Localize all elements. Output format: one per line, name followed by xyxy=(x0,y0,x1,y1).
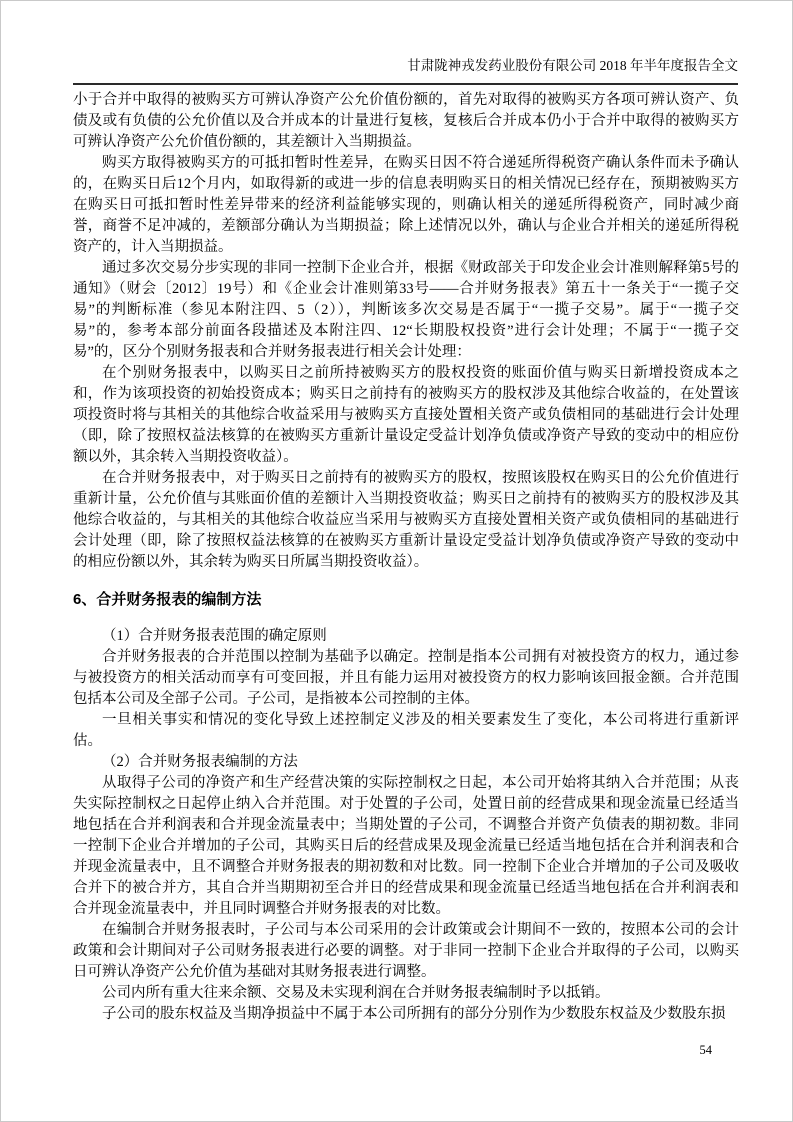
paragraph-consolidation-scope-timing: 从取得子公司的净资产和生产经营决策的实际控制权之日起，本公司开始将其纳入合并范围；从丧失实际控制权之日起停止纳入合并范围。对于处置的子公司，处置日前的经营成果和现金流量已经适当地包括在合并利润表和合并现金流量表中；当期处置的子公司，不调整合并资产负债表的期初数。非同一控制下企业合并增加的子公司，其购买日后的经营成果及现金流量已经适当地包括在合并利润表和合并现金流量表中，且不调整合并财务报表的期初数和对比数。同一控制下企业合并增加的子公司及吸收合并下的被合并方，其自合并当期期初至合并日的经营成果和现金流量已经适当地包括在合并利润表和合并现金流量表中，并且同时调整合并财务报表的对比数。 xyxy=(73,775,739,917)
page-header xyxy=(73,57,738,85)
paragraph-policy-alignment: 在编制合并财务报表时，子公司与本公司采用的会计政策或会计期间不一致的，按照本公司的会计政策和会计期间对子公司财务报表进行必要的调整。对于非同一控制下企业合并取得的子公司，以购买日可辨认净资产公允价值为基础对其财务报表进行调整。 xyxy=(73,922,739,980)
section-heading-consolidation-method: 6、合并财务报表的编制方法 xyxy=(73,591,262,608)
paragraph-scope-control-basis: 合并财务报表的合并范围以控制为基础予以确定。控制是指本公司拥有对被投资方的权力，通过参与被投资方的相关活动而享有可变回报，并且有能力运用对被投资方的权力影响该回报金额。合并范围包括本公司及全部子公司。子公司，是指被本公司控制的主体。 xyxy=(73,649,739,707)
paragraph-intercompany-elimination: 公司内所有重大往来余额、交易及未实现利润在合并财务报表编制时予以抵销。 xyxy=(102,985,610,1001)
paragraph-consolidated-statements: 在合并财务报表中，对于购买日之前持有的被购买方的股权，按照该股权在购买日的公允价值进行重新计量，公允价值与其账面价值的差额计入当期投资收益；购买日之前持有的被购买方的股权涉及其他综合收益的，与其相关的其他综合收益应当采用与被购买方直接处置相关资产或负债相同的基础进行会计处理（即，除了按照权益法核算的在被购买方重新计量设定受益计划净负债或净资产导致的变动中的相应份额以外，其余转为购买日所属当期投资收益）。 xyxy=(73,470,739,570)
paragraph-separate-statements: 在个别财务报表中，以购买日之前所持被购买方的股权投资的账面价值与购买日新增投资成本之和，作为该项投资的初始投资成本；购买日之前持有的被购买方的股权涉及其他综合收益的，在处置该项投资时将与其相关的其他综合收益采用与被购买方直接处置相关资产或负债相同的基础进行会计处理（即，除了按照权益法核算的在被购买方重新计量设定受益计划净负债或净资产导致的变动中的相应份额以外，其余转入当期投资收益）。 xyxy=(73,365,739,465)
paragraph-subheading-scope-principle: （1）合并财务报表范围的确定原则 xyxy=(102,628,327,644)
paragraph-deductible-temporary-difference: 购买方取得被购买方的可抵扣暂时性差异，在购买日因不符合递延所得税资产确认条件而未予确认的，在购买日后12个月内，如取得新的或进一步的信息表明购买日的相关情况已经存在，预期被购买方在购买日可抵扣暂时性差异带来的经济利益能够实现的，则确认相关的递延所得税资产，同时减少商誉，商誉不足冲减的，差额部分确认为当期损益；除上述情况以外，确认与企业合并相关的递延所得税资产的，计入当期损益。 xyxy=(73,155,739,255)
report-header-title: 甘肃陇神戎发药业股份有限公司 2018 年半年度报告全文 xyxy=(407,58,738,73)
paragraph-merger-cost-review: 小于合并中取得的被购买方可辨认净资产公允价值份额的，首先对取得的被购买方各项可辨认资产、负债及或有负债的公允价值以及合并成本的计量进行复核，复核后合并成本仍小于合并中取得的被购买方可辨认净资产公允价值份额的，其差额计入当期损益。 xyxy=(73,92,739,150)
document-body xyxy=(73,90,739,1025)
page-footer xyxy=(700,1042,713,1058)
paragraph-reassessment: 一旦相关事实和情况的变化导致上述控制定义涉及的相关要素发生了变化，本公司将进行重新评估。 xyxy=(73,712,739,749)
page-number: 54 xyxy=(699,1043,712,1057)
content-blocks xyxy=(73,90,739,1025)
paragraph-minority-interest: 子公司的股东权益及当期净损益中不属于本公司所拥有的部分分别作为少数股东权益及少数股东损 xyxy=(102,1006,726,1022)
paragraph-step-acquisition: 通过多次交易分步实现的非同一控制下企业合并，根据《财政部关于印发企业会计准则解释第5号的通知》（财会〔2012〕19号）和《企业会计准则第33号——合并财务报表》第五十一条关于“一揽子交易”的判断标准（参见本附注四、5（2）），判断该多次交易是否属于“一揽子交易”。属于“一揽子交易”的，参考本部分前面各段描述及本附注四、12“长期股权投资”进行会计处理；不属于“一揽子交易”的，区分个别财务报表和合并财务报表进行相关会计处理： xyxy=(73,260,739,360)
paragraph-subheading-preparation-method: （2）合并财务报表编制的方法 xyxy=(102,754,298,770)
